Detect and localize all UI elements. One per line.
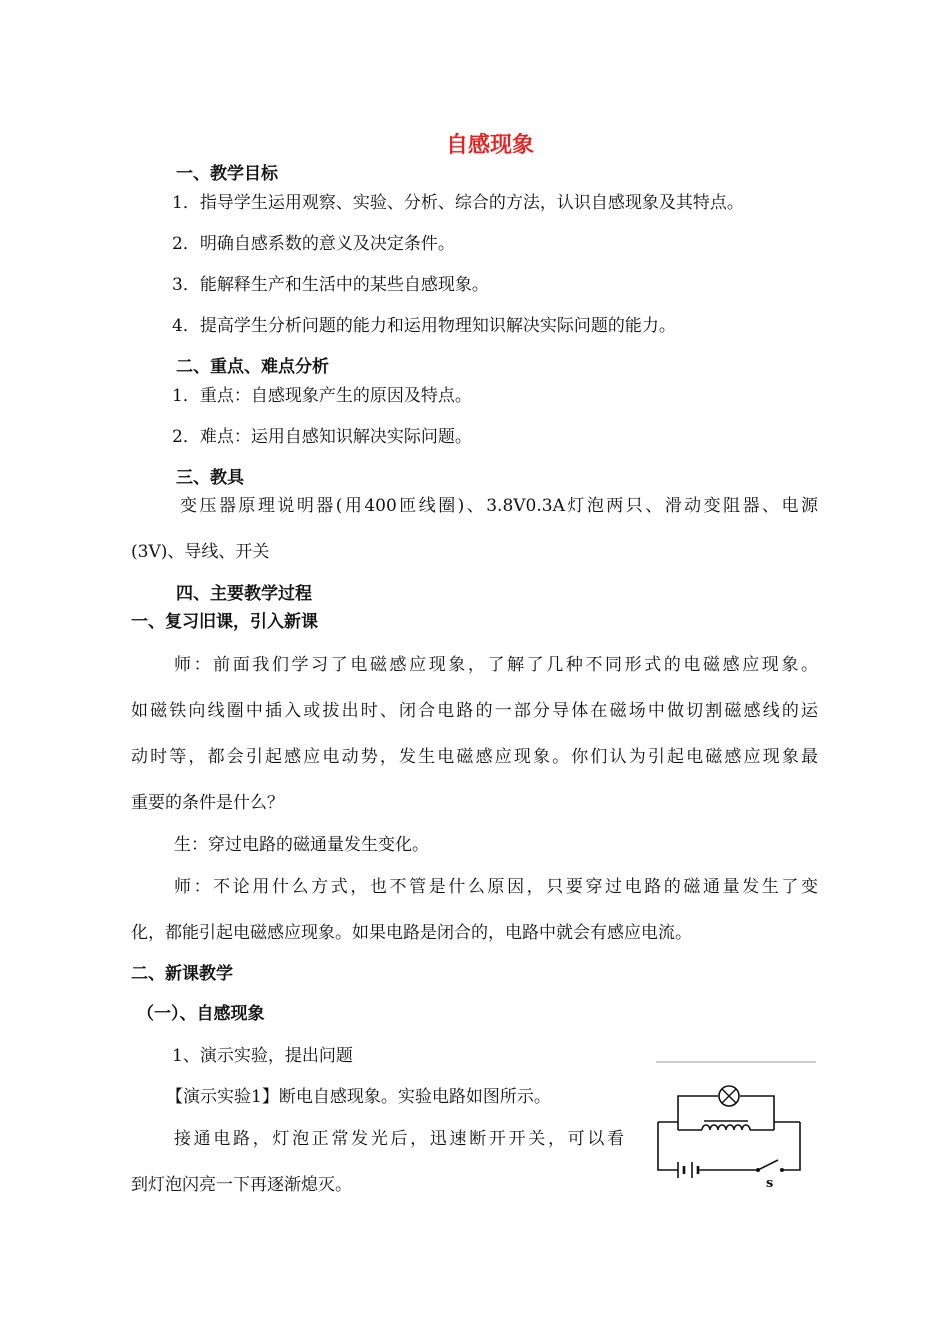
subsection-heading: （一）、自感现象 <box>137 1004 265 1024</box>
goal-item: 2．明确自感系数的意义及决定条件。 <box>172 234 455 254</box>
inductor-coil-icon <box>702 1121 750 1130</box>
tools-text: (3V)、导线、开关 <box>131 542 270 562</box>
tools-heading: 三、教具 <box>176 468 244 488</box>
paragraph-line: 生：穿过电路的磁通量发生变化。 <box>174 835 429 855</box>
review-heading: 一、复习旧课，引入新课 <box>131 612 318 632</box>
demo-line: 1、演示实验，提出问题 <box>172 1046 353 1066</box>
keypoints-heading: 二、重点、难点分析 <box>176 357 329 377</box>
demo-line: 接通电路，灯泡正常发光后，迅速断开开关，可以看 <box>174 1129 624 1149</box>
process-heading: 四、主要教学过程 <box>176 584 312 604</box>
demo-line: 到灯泡闪亮一下再逐渐熄灭。 <box>131 1175 352 1195</box>
goal-item: 3．能解释生产和生活中的某些自感现象。 <box>172 275 489 295</box>
paragraph-line: 师：不论用什么方式，也不管是什么原因，只要穿过电路的磁通量发生了变 <box>174 877 818 897</box>
page-title: 自感现象 <box>446 133 535 158</box>
paragraph-line: 如磁铁向线圈中插入或拔出时、闭合电路的一部分导体在磁场中做切割磁感线的运 <box>131 701 818 721</box>
wire <box>658 1122 678 1170</box>
paragraph-line: 动时等，都会引起感应电动势，发生电磁感应现象。你们认为引起电磁感应现象最 <box>131 747 818 767</box>
new-lesson-heading: 二、新课教学 <box>131 964 233 984</box>
keypoint-item: 1．重点：自感现象产生的原因及特点。 <box>172 386 472 406</box>
goal-item: 1．指导学生运用观察、实验、分析、综合的方法，认识自感现象及其特点。 <box>172 193 744 213</box>
goal-item: 4．提高学生分析问题的能力和运用物理知识解决实际问题的能力。 <box>172 316 676 336</box>
goals-heading: 一、教学目标 <box>176 164 278 184</box>
wire <box>784 1122 800 1170</box>
keypoint-item: 2．难点：运用自感知识解决实际问题。 <box>172 427 472 447</box>
battery-icon <box>678 1162 698 1178</box>
tools-text: 变压器原理说明器(用400匝线圈)、3.8V0.3A灯泡两只、滑动变阻器、电源 <box>180 496 818 516</box>
lamp-icon <box>719 1086 739 1106</box>
paragraph-line: 化，都能引起电磁感应现象。如果电路是闭合的，电路中就会有感应电流。 <box>131 923 692 943</box>
paragraph-line: 重要的条件是什么？ <box>131 793 284 813</box>
paragraph-line: 师：前面我们学习了电磁感应现象，了解了几种不同形式的电磁感应现象。 <box>174 655 818 675</box>
switch-label: s <box>766 1176 774 1188</box>
demo-line: 【演示实验1】断电自感现象。实验电路如图所示。 <box>166 1087 551 1107</box>
switch-icon <box>756 1160 784 1172</box>
wire <box>678 1096 718 1115</box>
wire <box>740 1096 774 1115</box>
circuit-diagram <box>652 1060 820 1188</box>
